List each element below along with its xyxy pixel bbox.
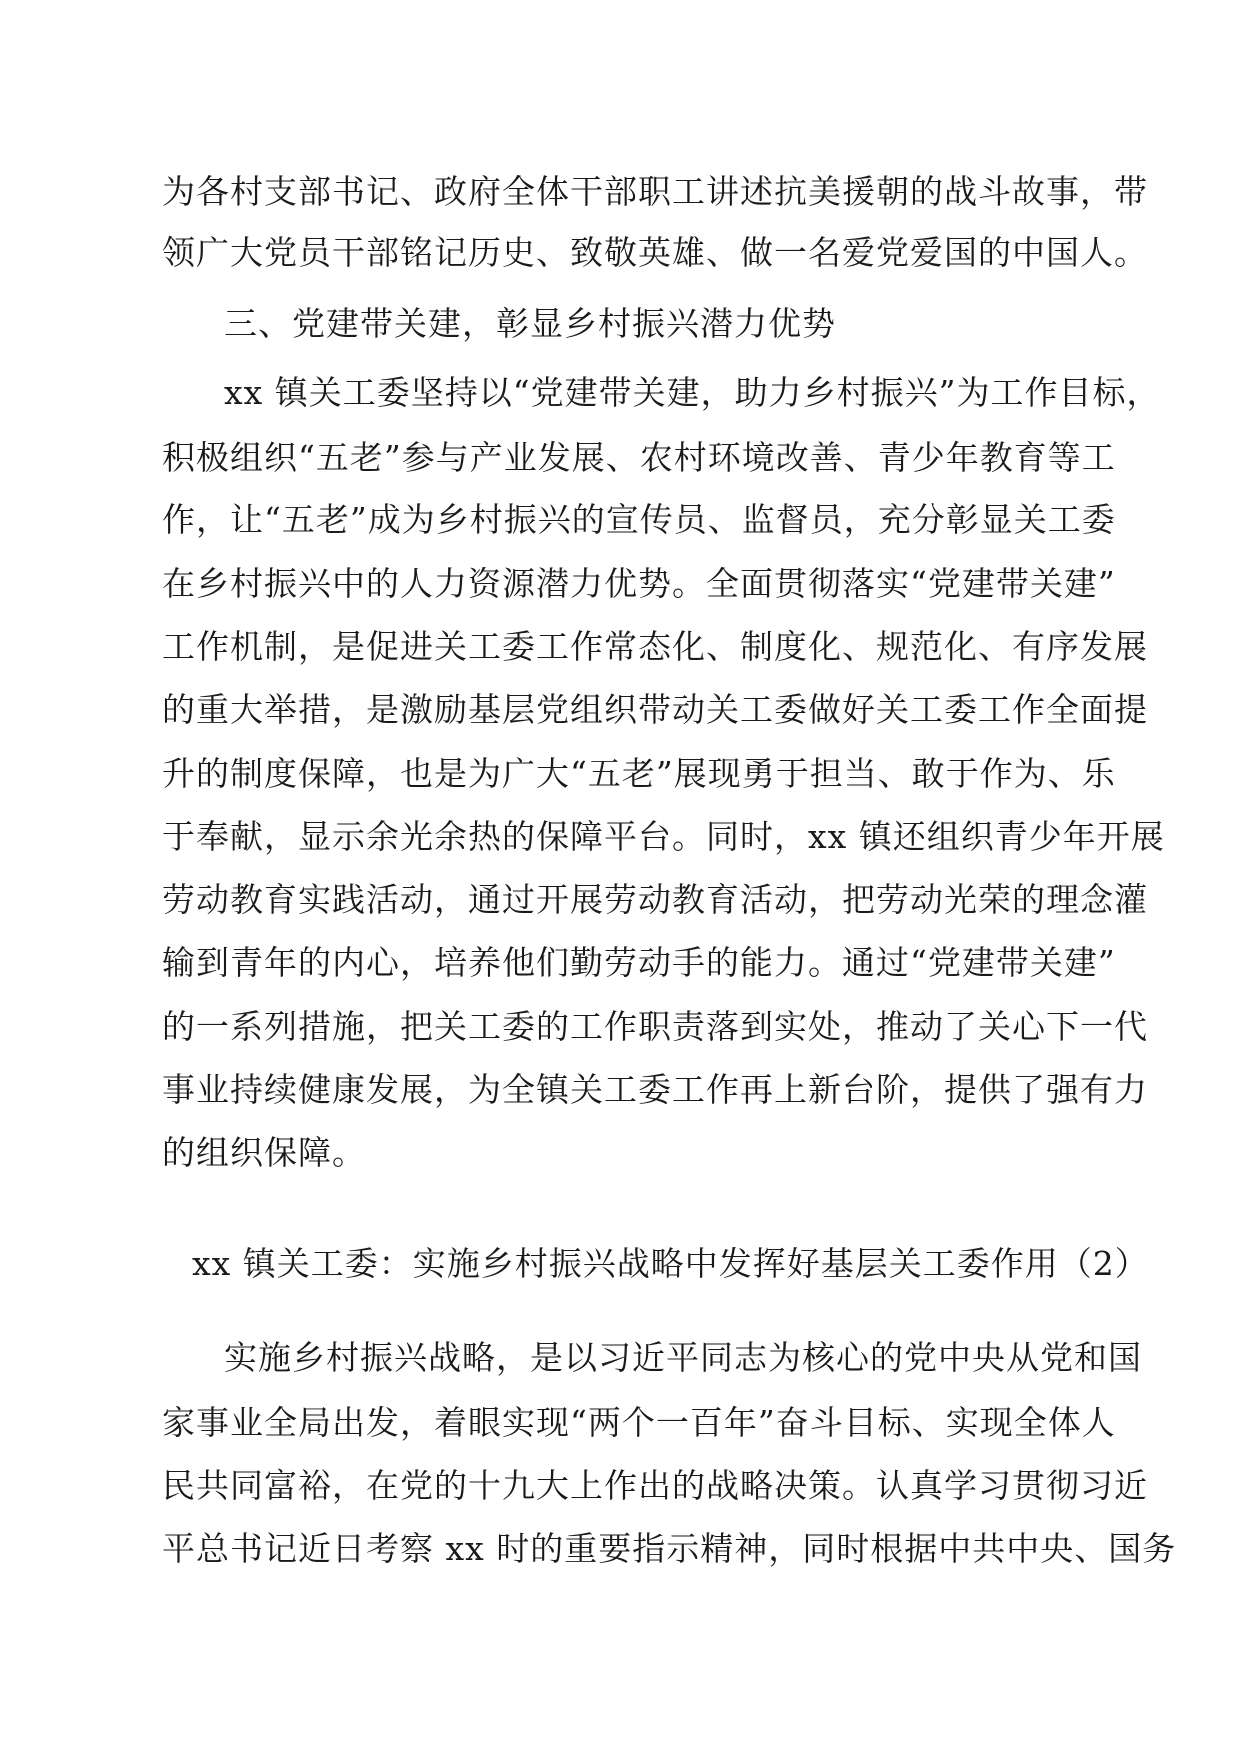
paragraph-line: 领广大党员干部铭记历史、致敬英雄、做一名爱党爱国的中国人。 [162, 233, 1148, 272]
paragraph-line: 事业持续健康发展，为全镇关工委工作再上新台阶，提供了强有力 [162, 1070, 1148, 1109]
paragraph-line: 的重大举措，是激励基层党组织带动关工委做好关工委工作全面提 [162, 690, 1148, 729]
paragraph-line: 于奉献，显示余光余热的保障平台。同时，xx 镇还组织青少年开展 [162, 817, 1165, 856]
paragraph-line: 升的制度保障，也是为广大“五老”展现勇于担当、敢于作为、乐 [162, 754, 1116, 793]
paragraph-line: 民共同富裕，在党的十九大上作出的战略决策。认真学习贯彻习近 [162, 1466, 1148, 1505]
paragraph-line: 平总书记近日考察 xx 时的重要指示精神，同时根据中共中央、国务 [162, 1529, 1177, 1568]
paragraph-line: 为各村支部书记、政府全体干部职工讲述抗美援朝的战斗故事，带 [162, 172, 1148, 211]
section-heading: 三、党建带关建，彰显乡村振兴潜力优势 [224, 304, 836, 343]
paragraph-line: 实施乡村振兴战略，是以习近平同志为核心的党中央从党和国 [224, 1338, 1142, 1377]
paragraph-line: 输到青年的内心，培养他们勤劳动手的能力。通过“党建带关建” [162, 943, 1116, 982]
paragraph-line: 在乡村振兴中的人力资源潜力优势。全面贯彻落实“党建带关建” [162, 564, 1116, 603]
paragraph-line: xx 镇关工委坚持以“党建带关建，助力乡村振兴”为工作目标， [224, 373, 1161, 412]
paragraph-line: 积极组织“五老”参与产业发展、农村环境改善、青少年教育等工 [162, 438, 1116, 477]
paragraph-line: 工作机制，是促进关工委工作常态化、制度化、规范化、有序发展 [162, 627, 1148, 666]
paragraph-line: 作，让“五老”成为乡村振兴的宣传员、监督员，充分彰显关工委 [162, 500, 1116, 539]
paragraph-line: 劳动教育实践活动，通过开展劳动教育活动，把劳动光荣的理念灌 [162, 880, 1148, 919]
paragraph-line: 家事业全局出发，着眼实现“两个一百年”奋斗目标、实现全体人 [162, 1403, 1116, 1442]
article-title: xx 镇关工委：实施乡村振兴战略中发挥好基层关工委作用（2） [192, 1244, 1149, 1283]
paragraph-line: 的一系列措施，把关工委的工作职责落到实处，推动了关心下一代 [162, 1007, 1148, 1046]
paragraph-line: 的组织保障。 [162, 1133, 366, 1172]
